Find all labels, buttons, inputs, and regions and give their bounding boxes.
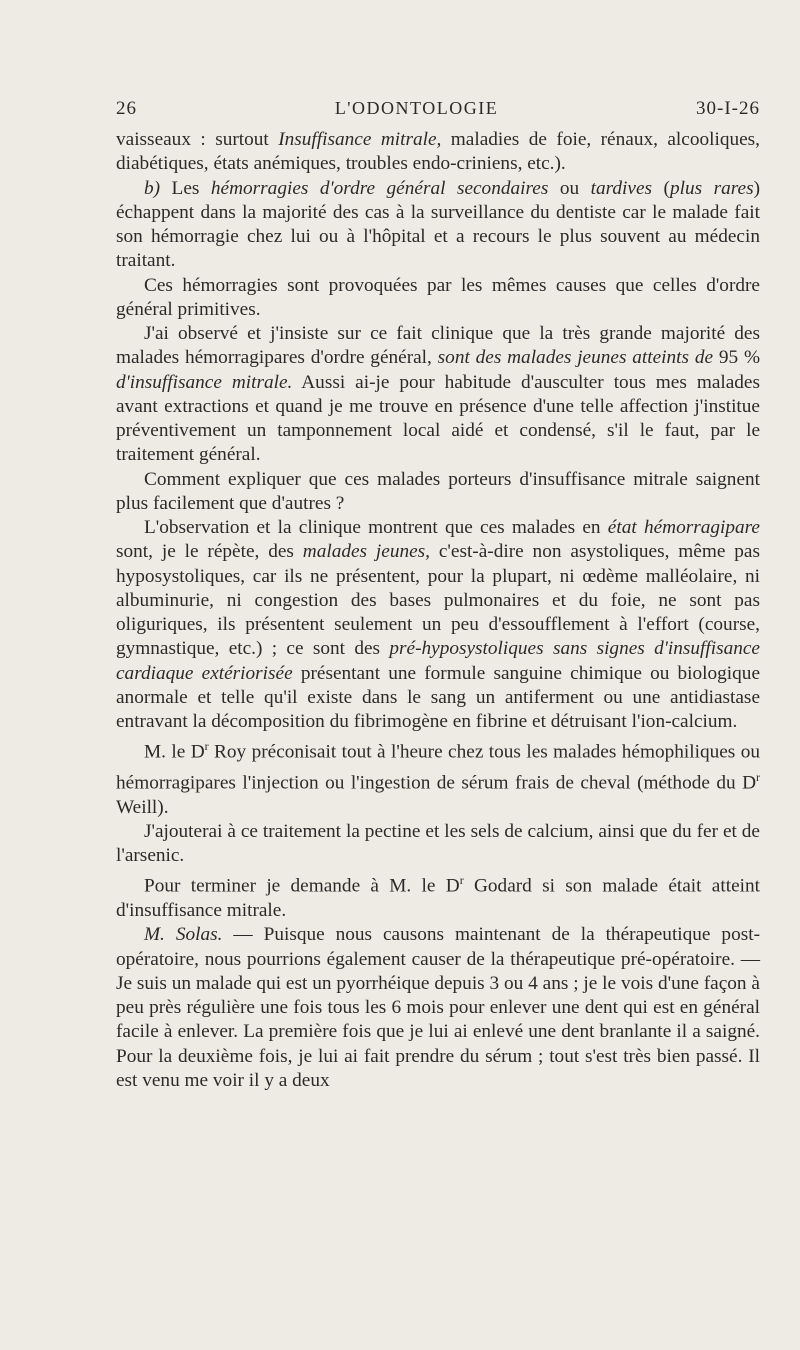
text-run: — Puisque nous causons maintenant de la thérapeutique post-opératoire, nous pourrions également causer de la thérapeutique pré-opératoire. — Je suis un malade qui est un pyorrhéique depuis 3 ou 4 ans ; je le vois d'une façon à peu près régulière une fois tous les 6 mois pour enlever une dent qui est en général facile à enlever. La première fois que je lui ai enlevé une dent branlante il a saigné. Pour la deuxième fois, je lui ai fait prendre du sérum ; tout s'est très bien passé. Il est venu me voir il y a deux (116, 924, 760, 1091)
issue-date: 30-I-26 (696, 98, 760, 119)
paragraph (116, 322, 760, 468)
text-run: Weill). (116, 796, 169, 818)
text-run: c'est-à-dire non asystoliques, même pas hyposystoliques, car ils ne présentent, pour la plupart, ni œdème malléolaire, ni albuminurie, ni congestion des bases pulmonaires et du foie, ne sont pas oliguriques, ils présentent seulement un peu d'essoufflement à l'effort (course, gymnastique, etc.) ; ce sont des (116, 541, 760, 660)
italic-text: pré-hyposystoliques sans signes d'insuffisance cardiaque extériorisée (116, 638, 760, 684)
journal-title: L'ODONTOLOGIE (334, 98, 499, 118)
body-text (116, 128, 760, 1093)
text-run: maladies de foie, rénaux, alcooliques, diabétiques, états anémiques, troubles endo-criniens, etc.). (116, 129, 760, 175)
text-run: ) échappent dans la majorité des cas à la surveillance du dentiste car le malade fait son hémorragie chez lui ou à l'hôpital et a recours le plus souvent au médecin traitant. (116, 177, 761, 272)
paragraph (116, 274, 760, 323)
superscript-text: r (756, 769, 760, 784)
text-run: présentant une formule sanguine chimique ou biologique anormale et telle qu'il existe dans le sang un antiferment ou une antidiastase entravant la décomposition du fibrimogène en fibrine et détruisant l'ion-calcium. (116, 662, 760, 732)
superscript-text: r (204, 739, 209, 754)
text-run: Les (160, 177, 211, 199)
text-run: sont, je le répète, des (116, 541, 303, 563)
superscript-text: r (459, 873, 464, 888)
text-run: Roy préconisait tout à l'heure chez tous les malades hémophiliques ou hémorragipares l'injection ou l'ingestion de sérum frais de cheval (méthode du D (116, 741, 760, 794)
italic-text: M. Solas. (144, 924, 223, 946)
italic-text: tardives (590, 177, 653, 199)
paragraph (116, 923, 760, 1093)
running-header (116, 98, 760, 120)
text-run: J'ai observé et j'insiste sur ce fait clinique que la très grande majorité des malades hémorragipares d'ordre général, (116, 323, 760, 369)
text-run: Aussi ai-je pour habitude d'ausculter tous mes malades avant extractions et quand je me trouve en présence d'une telle affection j'institue préventivement un tamponnement local aidé et condensé, s'il le faut, par le traitement général. (116, 371, 760, 466)
text-run: Godard si son malade était atteint d'insuffisance mitrale. (116, 875, 760, 922)
italic-text: plus rares (669, 177, 754, 199)
italic-text: Insuffisance mitrale, (278, 129, 442, 150)
italic-text: malades jeunes, (302, 541, 430, 563)
italic-text: état hémorragipare (607, 517, 760, 538)
page-number: 26 (116, 98, 137, 119)
italic-text: d'insuffisance mitrale. (116, 371, 293, 393)
text-run: 95 % (713, 347, 761, 369)
italic-text: sont des malades jeunes atteints de (437, 347, 714, 369)
italic-text: hémorragies d'ordre général secondaires (210, 177, 549, 199)
text-run: vaisseaux : surtout (116, 129, 279, 150)
paragraph (116, 734, 760, 820)
paragraph (116, 468, 760, 517)
text-run: ou (548, 177, 591, 199)
text-run: J'ajouterai à ce traitement la pectine et les sels de calcium, ainsi que du fer et de l'arsenic. (116, 820, 760, 867)
paragraph (116, 516, 760, 734)
paragraph (116, 177, 760, 274)
paragraph (116, 868, 760, 923)
paragraph (116, 128, 760, 177)
text-run: Pour terminer je demande à M. le D (144, 875, 460, 897)
text-run: M. le D (144, 741, 205, 763)
italic-text: b) (144, 177, 161, 199)
text-run: Ces hémorragies sont provoquées par les mêmes causes que celles d'ordre général primitives. (116, 274, 760, 320)
paragraph (116, 820, 760, 869)
text-run: Comment expliquer que ces malades porteurs d'insuffisance mitrale saignent plus facilement que d'autres ? (116, 468, 760, 514)
text-run: ( (652, 177, 670, 199)
text-run: L'observation et la clinique montrent que ces malades en (144, 517, 608, 538)
